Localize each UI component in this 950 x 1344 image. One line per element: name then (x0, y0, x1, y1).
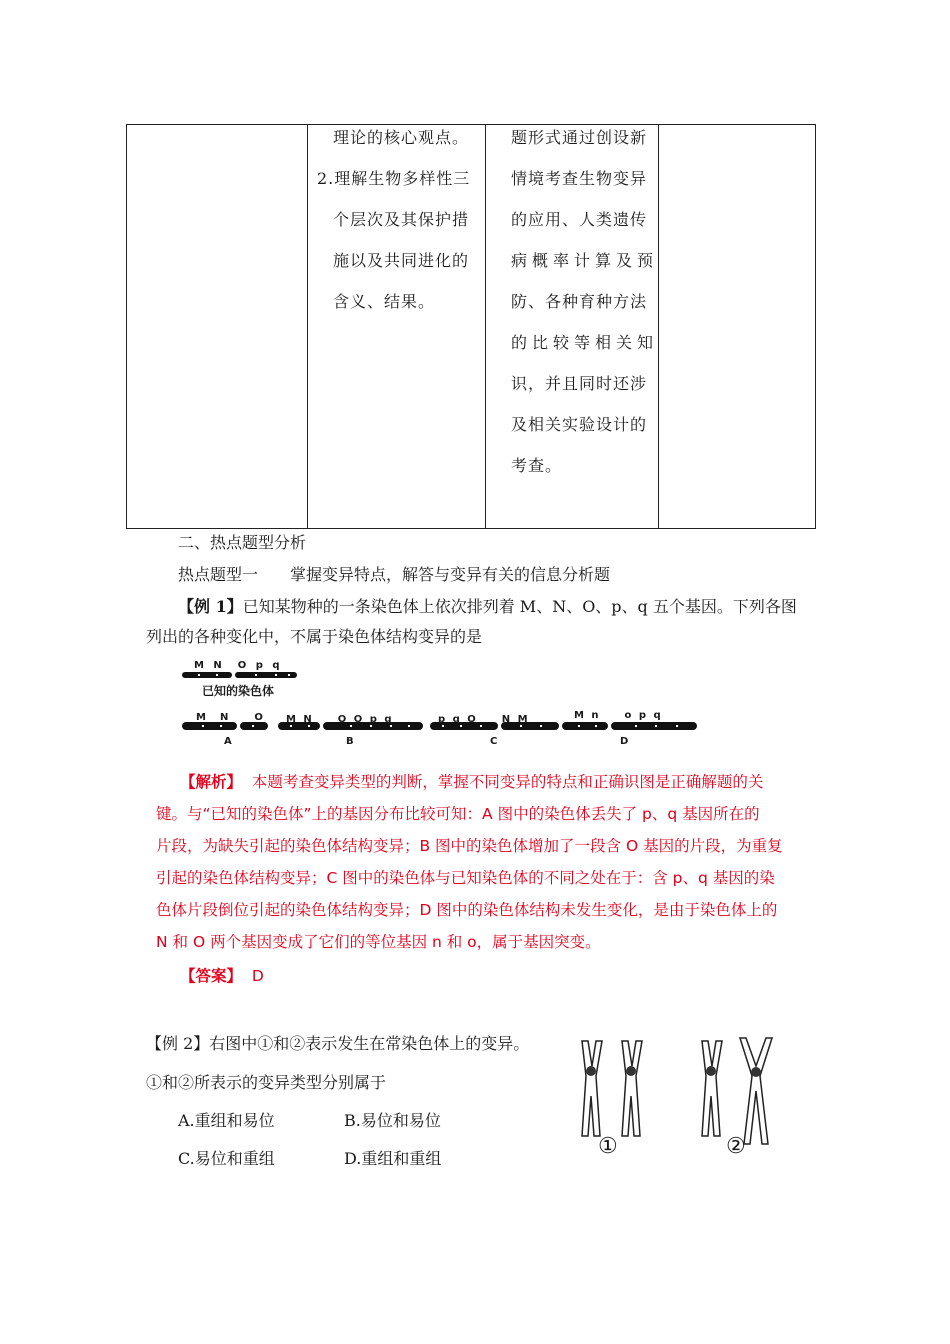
cell-line: 识，并且同时还涉 (511, 374, 648, 393)
centromere (626, 1066, 636, 1076)
answer-line (180, 964, 264, 986)
example2-lead: 【例 2】 (146, 1034, 210, 1053)
example1-lead: 【例 1】 (178, 597, 243, 616)
chromosome-segment (182, 672, 232, 678)
example1-line1: 已知某物种的一条染色体上依次排列着 M、N、O、p、q 五个基因。下列各图 (242, 597, 797, 616)
chromosome-c-label: C (490, 736, 498, 747)
cell-line: 及相关实验设计的 (511, 415, 648, 434)
chromosome-figure (180, 652, 700, 752)
chromosome-d-label: D (620, 736, 629, 747)
hot-type-heading: 热点题型一 掌握变异特点，解答与变异有关的信息分析题 (178, 565, 611, 584)
known-chromosome-caption: 已知的染色体 (202, 684, 275, 698)
analysis-line-6: N 和 O 两个基因变成了它们的等位基因 n 和 o，属于基因突变。 (156, 933, 601, 951)
curriculum-table (126, 124, 816, 529)
table-cell-col2 (317, 117, 470, 322)
analysis-text: 本题考查变异类型的判断，掌握不同变异的特点和正确识图是正确解题的关 (251, 773, 764, 791)
option-c: C.易位和重组 (178, 1149, 275, 1168)
chromosome-c-genes: p q O N M (438, 714, 530, 725)
answer-tag: 【答案】 (180, 967, 243, 985)
cell-line: 题形式通过创设新 (511, 128, 648, 147)
chromosome (702, 1041, 722, 1136)
table-divider (658, 125, 659, 528)
cell-line: 考查。 (511, 456, 563, 475)
cell-line: 理论的核心观点。 (333, 128, 470, 147)
example2-line2: ①和②所表示的变异类型分别属于 (146, 1073, 387, 1092)
cell-line: 病概率计算及预 (511, 251, 659, 270)
option-d: D.重组和重组 (344, 1149, 442, 1168)
cell-line: 2.理解生物多样性三 (317, 169, 471, 188)
chromosome (582, 1041, 602, 1136)
table-divider (307, 125, 308, 528)
centromere (706, 1066, 716, 1076)
chromosome-b-genes: M N O O p q (286, 714, 394, 725)
analysis-line-1 (180, 770, 763, 792)
example1-question (178, 594, 797, 617)
option-b: B.易位和易位 (344, 1111, 441, 1130)
chromosome-segment (235, 672, 297, 678)
figure-label-1: ① (598, 1134, 618, 1159)
centromere (586, 1066, 596, 1076)
chromosome-a-label: A (224, 736, 232, 747)
example2-question: 右图中①和②表示发生在常染色体上的变异。 (209, 1034, 530, 1053)
centromere (751, 1067, 761, 1077)
known-chromosome-genes: M N O p q (194, 660, 283, 671)
analysis-line-3: 片段，为缺失引起的染色体结构变异；B 图中的染色体增加了一段含 O 基因的片段，为重复 (156, 837, 783, 855)
section-title: 二、热点题型分析 (178, 533, 307, 552)
analysis-line-5: 色体片段倒位引起的染色体结构变异；D 图中的染色体结构未发生变化，是由于染色体上的 (156, 901, 778, 919)
example1-line2: 列出的各种变化中，不属于染色体结构变异的是 (146, 627, 483, 646)
analysis-line-2: 键。与“已知的染色体”上的基因分布比较可知：A 图中的染色体丢失了 p、q 基因所在的 (156, 805, 760, 823)
cell-line: 个层次及其保护措 (333, 210, 470, 229)
cell-line: 的比较等相关知 (511, 333, 659, 352)
chromosome-a-genes: M N O (196, 712, 265, 723)
chromosome-segment (562, 722, 608, 730)
example2-line1 (146, 1031, 529, 1054)
answer-value: D (251, 967, 264, 985)
chromosome (622, 1041, 642, 1136)
cell-line: 情境考查生物变异 (511, 169, 648, 188)
option-a: A.重组和易位 (178, 1111, 275, 1130)
analysis-tag: 【解析】 (180, 773, 243, 791)
table-cell-col3 (511, 117, 658, 486)
analysis-line-4: 引起的染色体结构变异；C 图中的染色体与已知染色体的不同之处在于：含 p、q 基因的染 (156, 869, 775, 887)
chromosome-b-label: B (346, 736, 354, 747)
table-divider (485, 125, 486, 528)
chromosome-segment (611, 722, 697, 730)
cell-line: 的应用、人类遗传 (511, 210, 648, 229)
cell-line: 施以及共同进化的 (333, 251, 470, 270)
cell-line: 含义、结果。 (333, 292, 436, 311)
cell-line: 防、各种育种方法 (511, 292, 648, 311)
figure-label-2: ② (726, 1134, 746, 1159)
chromosome-segment (182, 722, 237, 730)
chromosome-pairs-figure (572, 1036, 782, 1166)
chromosome-d-genes: M n o p q (574, 710, 663, 721)
chromosome (740, 1038, 772, 1144)
